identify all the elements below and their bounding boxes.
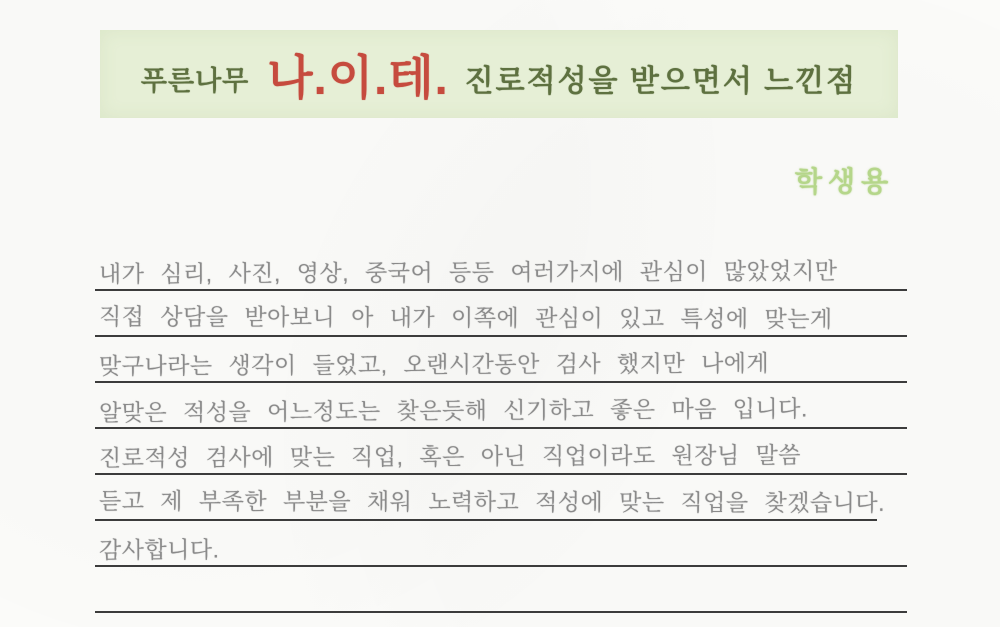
handwriting-line-2: 직접 상담을 받아보니 아 내가 이쪽에 관심이 있고 특성에 맞는게 (98, 303, 833, 332)
handwritten-essay (95, 245, 907, 613)
handwriting-line-5: 진로적성 검사에 맞는 직업, 혹은 아닌 직업이라도 원장님 말씀 (98, 441, 802, 471)
ruled-line-3 (95, 337, 907, 383)
handwriting-line-1: 내가 심리, 사진, 영상, 중국어 등등 여러가지에 관심이 많았었지만 (98, 257, 838, 287)
banner-brand-text: 나.이.테. (267, 50, 449, 104)
handwriting-line-4: 알맞은 적성을 어느정도는 찾은듯해 신기하고 좋은 마음 입니다. (98, 395, 808, 426)
ruled-line-4 (95, 383, 907, 429)
ruled-line-1 (95, 245, 907, 291)
student-copy-stamp: 학생용 (795, 166, 895, 197)
banner-prefix-text: 푸른나무 (140, 65, 250, 96)
handwriting-line-7: 감사합니다. (98, 536, 220, 563)
title-banner (100, 30, 898, 118)
banner-subtitle-text: 진로적성을 받으면서 느낀점 (464, 65, 858, 98)
handwriting-line-6: 듣고 제 부족한 부분을 채워 노력하고 적성에 맞는 직업을 찾겠습니다. (98, 487, 886, 516)
ruled-line-2 (95, 291, 907, 337)
ruled-line-7 (95, 521, 907, 567)
handwriting-line-3: 맞구나라는 생각이 들었고, 오랜시간동안 검사 했지만 나에게 (98, 350, 770, 379)
ruled-line-5 (95, 429, 907, 475)
ruled-line-8-empty (95, 567, 907, 613)
handwriting-line-8 (99, 607, 999, 611)
ruled-line-6 (95, 475, 886, 521)
